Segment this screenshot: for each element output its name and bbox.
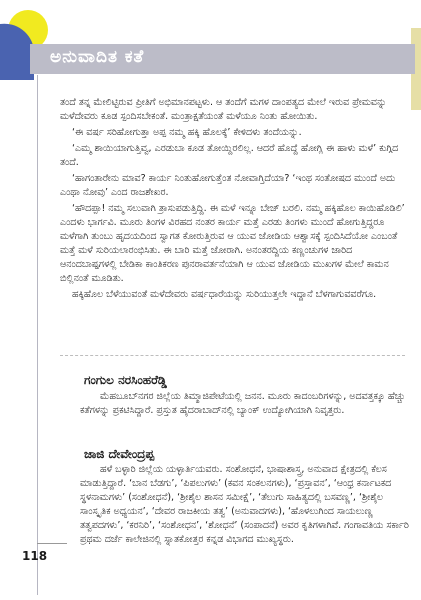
running-header-title: ಅನುವಾದಿತ ಕತೆ (50, 47, 145, 67)
page-number-rule (37, 543, 67, 544)
paragraph: ಹಕ್ಕಿಹೊಲ ಬೆಳೆಯುವಂತೆ ಮಳೆದೇವರು ವರ್ಷಧಾರೆಯನ್ನು ಸುರಿಯುತ್ತಲೇ ಇದ್ದಾನೆ ಬೆಳಗಾಗುವವರೆಗೂ. (72, 289, 377, 300)
translator-name-heading: ಜಾಜಿ ದೇವೇಂದ್ರಪ್ಪ (84, 447, 155, 461)
bio-text: ಮೆಹಬೂಬ್‌ನಗರ ಜಿಲ್ಲೆಯ ತಿಮ್ಮಾಜಿಪೇಟೆಯಲ್ಲಿ ಜನನ. ಮೂರು ಕಾದಂಬರಿಗಳನ್ನು, ಅದವತ್ತಕ್ಕೂ ಹೆಚ್ಚು ಕತೆಗಳನ್ನು ಪ್ರಕಟಿಸಿದ್ದಾರೆ. ಪ್ರಸ್ತುತ ಹೈದರಾಬಾದ್‌ನಲ್ಲಿ ಬ್ಯಾಂಕ್ ಉದ್ಯೋಗಿಯಾಗಿ ನಿವೃತ್ತರು. (80, 391, 406, 416)
translator-bio (80, 463, 410, 547)
paragraph: ‘ಹೌದಪ್ಪಾ! ನಮ್ಮ ಸಲುವಾಗಿ ತ್ರಾಸುಪಡುತ್ತಿದ್ದಿ. ಈ ಮಳೆ ಇನ್ನೂ ಬೇಜ್ ಬರಲಿ. ನಮ್ಮ ಹಕ್ಕಿಹೊಲ ಕಾಯಿಹೊಡಿಲಿ’ ಎಂದಳು ಭಾರ್ಗವಿ. ಮೂರು ತಿಂಗಳ ವಿರಹದ ನಂತರ ಕಾರ್ಯ ಮತ್ತೆ ಎರಡು ತಿಂಗಳು ಮುಂದೆ ಹೋಗುತ್ತಿದ್ದರೂ ಮಳೆಗಾಗಿ ತುಂಬು ಹೃದಯದಿಂದ ಸ್ವಾಗತ ಕೋರುತ್ತಿರುವ ಆ ಯುವ ಜೋಡಿಯ ಆಶ್ವಾಸಕ್ಕೆ ಸ್ಪಂದಿಸಿದೆಯೋ ಎಂಬಂತೆ ಮತ್ತೆ ಮಳೆ ಸುರಿಯಲಾರಂಭಿಸಿತು. ಈ ಬಾರಿ ಮತ್ತೆ ಜೋರಾಗಿ. ಅನಂತರದ್ದಿಯ ಕಣ್ಣಂಚುಗಳ ಜಾರಿದ ಆನಂದಬಾಷ್ಪಗಳಲ್ಲಿ ಬೇಡಿಕಾ ಕಾಂತಿಕರಣ ಪುನರಾವರ್ತನೆಯಾಗಿ ಆ ಯುವ ಜೋಡಿಯ ಮುಖಗಳ ಮೇಲೆ ಕಾಮನ ಬಿಲ್ಲಿನಂತೆ ಮೂಡಿತು. (60, 203, 405, 284)
story-text (60, 96, 408, 304)
paragraph: ‘ಎಮ್ಮ ಶಾಯಿಯಾಗುತ್ತಿವ್ವ, ಎರಡುಬಾ ಕೂಡ ತೋಯ್ದಿರಲಿಲ್ಲ. ಆದರೆ ಹೊದ್ದೆ ಹೋಗ್ಲಿ ಈ ಹಾಳು ಮಳೆ’ ಕುಗ್ಗಿದ ತಂದೆ. (60, 143, 399, 168)
paragraph: ‘ಹಾಗಂತಾರೇನು ಮಾವ? ಕಾರ್ಯ ನಿಂತುಹೋಗುತ್ತೆಂತ ನೋವಾಗ್ತಿದೆಯಾ? ‘ಇಂಥ ಸಂತೋಷದ ಮುಂದೆ ಅದು ಎಂಥಾ ನೋವು’ ಎಂದ ರಾಜಶೇಖರ. (60, 173, 396, 198)
author-name-heading: ಗಂಗುಲ ನರಸಿಂಹರೆಡ್ಡಿ (84, 373, 167, 387)
paragraph: ‘ಈ ವರ್ಷ ಸರಿಹೋಗುತ್ತಾ ಅಪ್ಪ ನಮ್ಮ ಹಕ್ಕಿ ಹೊಲಕ್ಕೆ’ ಕೇಳಿದಳು ತಂದೆಯನ್ನು. (72, 127, 302, 138)
author-bio (80, 390, 410, 418)
section-divider (60, 355, 405, 356)
paragraph: ತಂದೆ ತನ್ನ ಮೇಲಿಟ್ಟಿರುವ ಪ್ರೀತಿಗೆ ಅಭಿಮಾನಪಟ್ಟಳು. ಆ ತಂದೆಗೆ ಮಗಳ ದಾಂಪತ್ಯದ ಮೇಲೆ ಇರುವ ಪ್ರೇಮವನ್ನು ಮಳೆದೇವರು ಕೂಡ ಸ್ಪಂದಿಸಬೇಕಂತೆ. ಮಂತ್ರಾಕ್ಷತೆಯಂತೆ ಮಳೆಯೂ ನಿಂತು ಹೋಯಿತು. (60, 97, 387, 122)
bio-text: ಹಳೆ ಬಳ್ಳಾರಿ ಜಿಲ್ಲೆಯ ಯಳ್ಳಾರ್ತಿಯವರು. ಸಂಶೋಧನೆ, ಭಾಷಾಶಾಸ್ತ್ರ, ಅನುವಾದ ಕ್ಷೇತ್ರದಲ್ಲಿ ಕೆಲಸ ಮಾಡುತ್ತಿದ್ದಾರೆ. ‘ಬಾನ ಬೆಡಗು’, ‘ಪಿಪಲುಗಳು’ (ಕವನ ಸಂಕಲನಗಳು), ‘ಪ್ರಸ್ತಾವನ’, ‘ಆಂಧ್ರ ಕರ್ನಾಟಕದ ಸ್ಥಳನಾಮಗಳು’ (ಸಂಶೋಧನೆ), ‘ಶ್ರೀಶೈಲ ಶಾಸನ ಸಮೀಕ್ಷೆ’, ‘ತೆಲುಗು ಸಾಹಿತ್ಯದಲ್ಲಿ ಬಸವಣ್ಣ’, ‘ಶ್ರೀಶೈಲ ಸಾಂಸ್ಕೃತಿಕ ಅಧ್ಯಯನ’, ‘ದೇವರ ರಾಜಕೀಯ ತತ್ವ’ (ಅನುವಾದಗಳು), ‘ಹೊಳಲುಗಿಂದ ಸಾಯಲುಣ್ಣ ತತ್ವಪದಗಳು’, ‘ಕರನಿರಿ’, ‘ಸಂಶೋಧನ’, ‘ಶೋಧನೆ’ (ಸಂಪಾದನೆ) ಅವರ ಕೃತಿಗಳಾಗಿವೆ. ಗಂಗಾವತಿಯ ಸರ್ಕಾರಿ ಪ್ರಥಮ ದರ್ಜೆ ಕಾಲೇಜಿನಲ್ಲಿ ಸ್ನಾತಕೋತ್ತರ ಕನ್ನಡ ವಿಭಾಗದ ಮುಖ್ಯಸ್ಥರು. (80, 464, 409, 545)
left-margin-rule (37, 75, 38, 595)
page-number: 118 (22, 549, 48, 563)
